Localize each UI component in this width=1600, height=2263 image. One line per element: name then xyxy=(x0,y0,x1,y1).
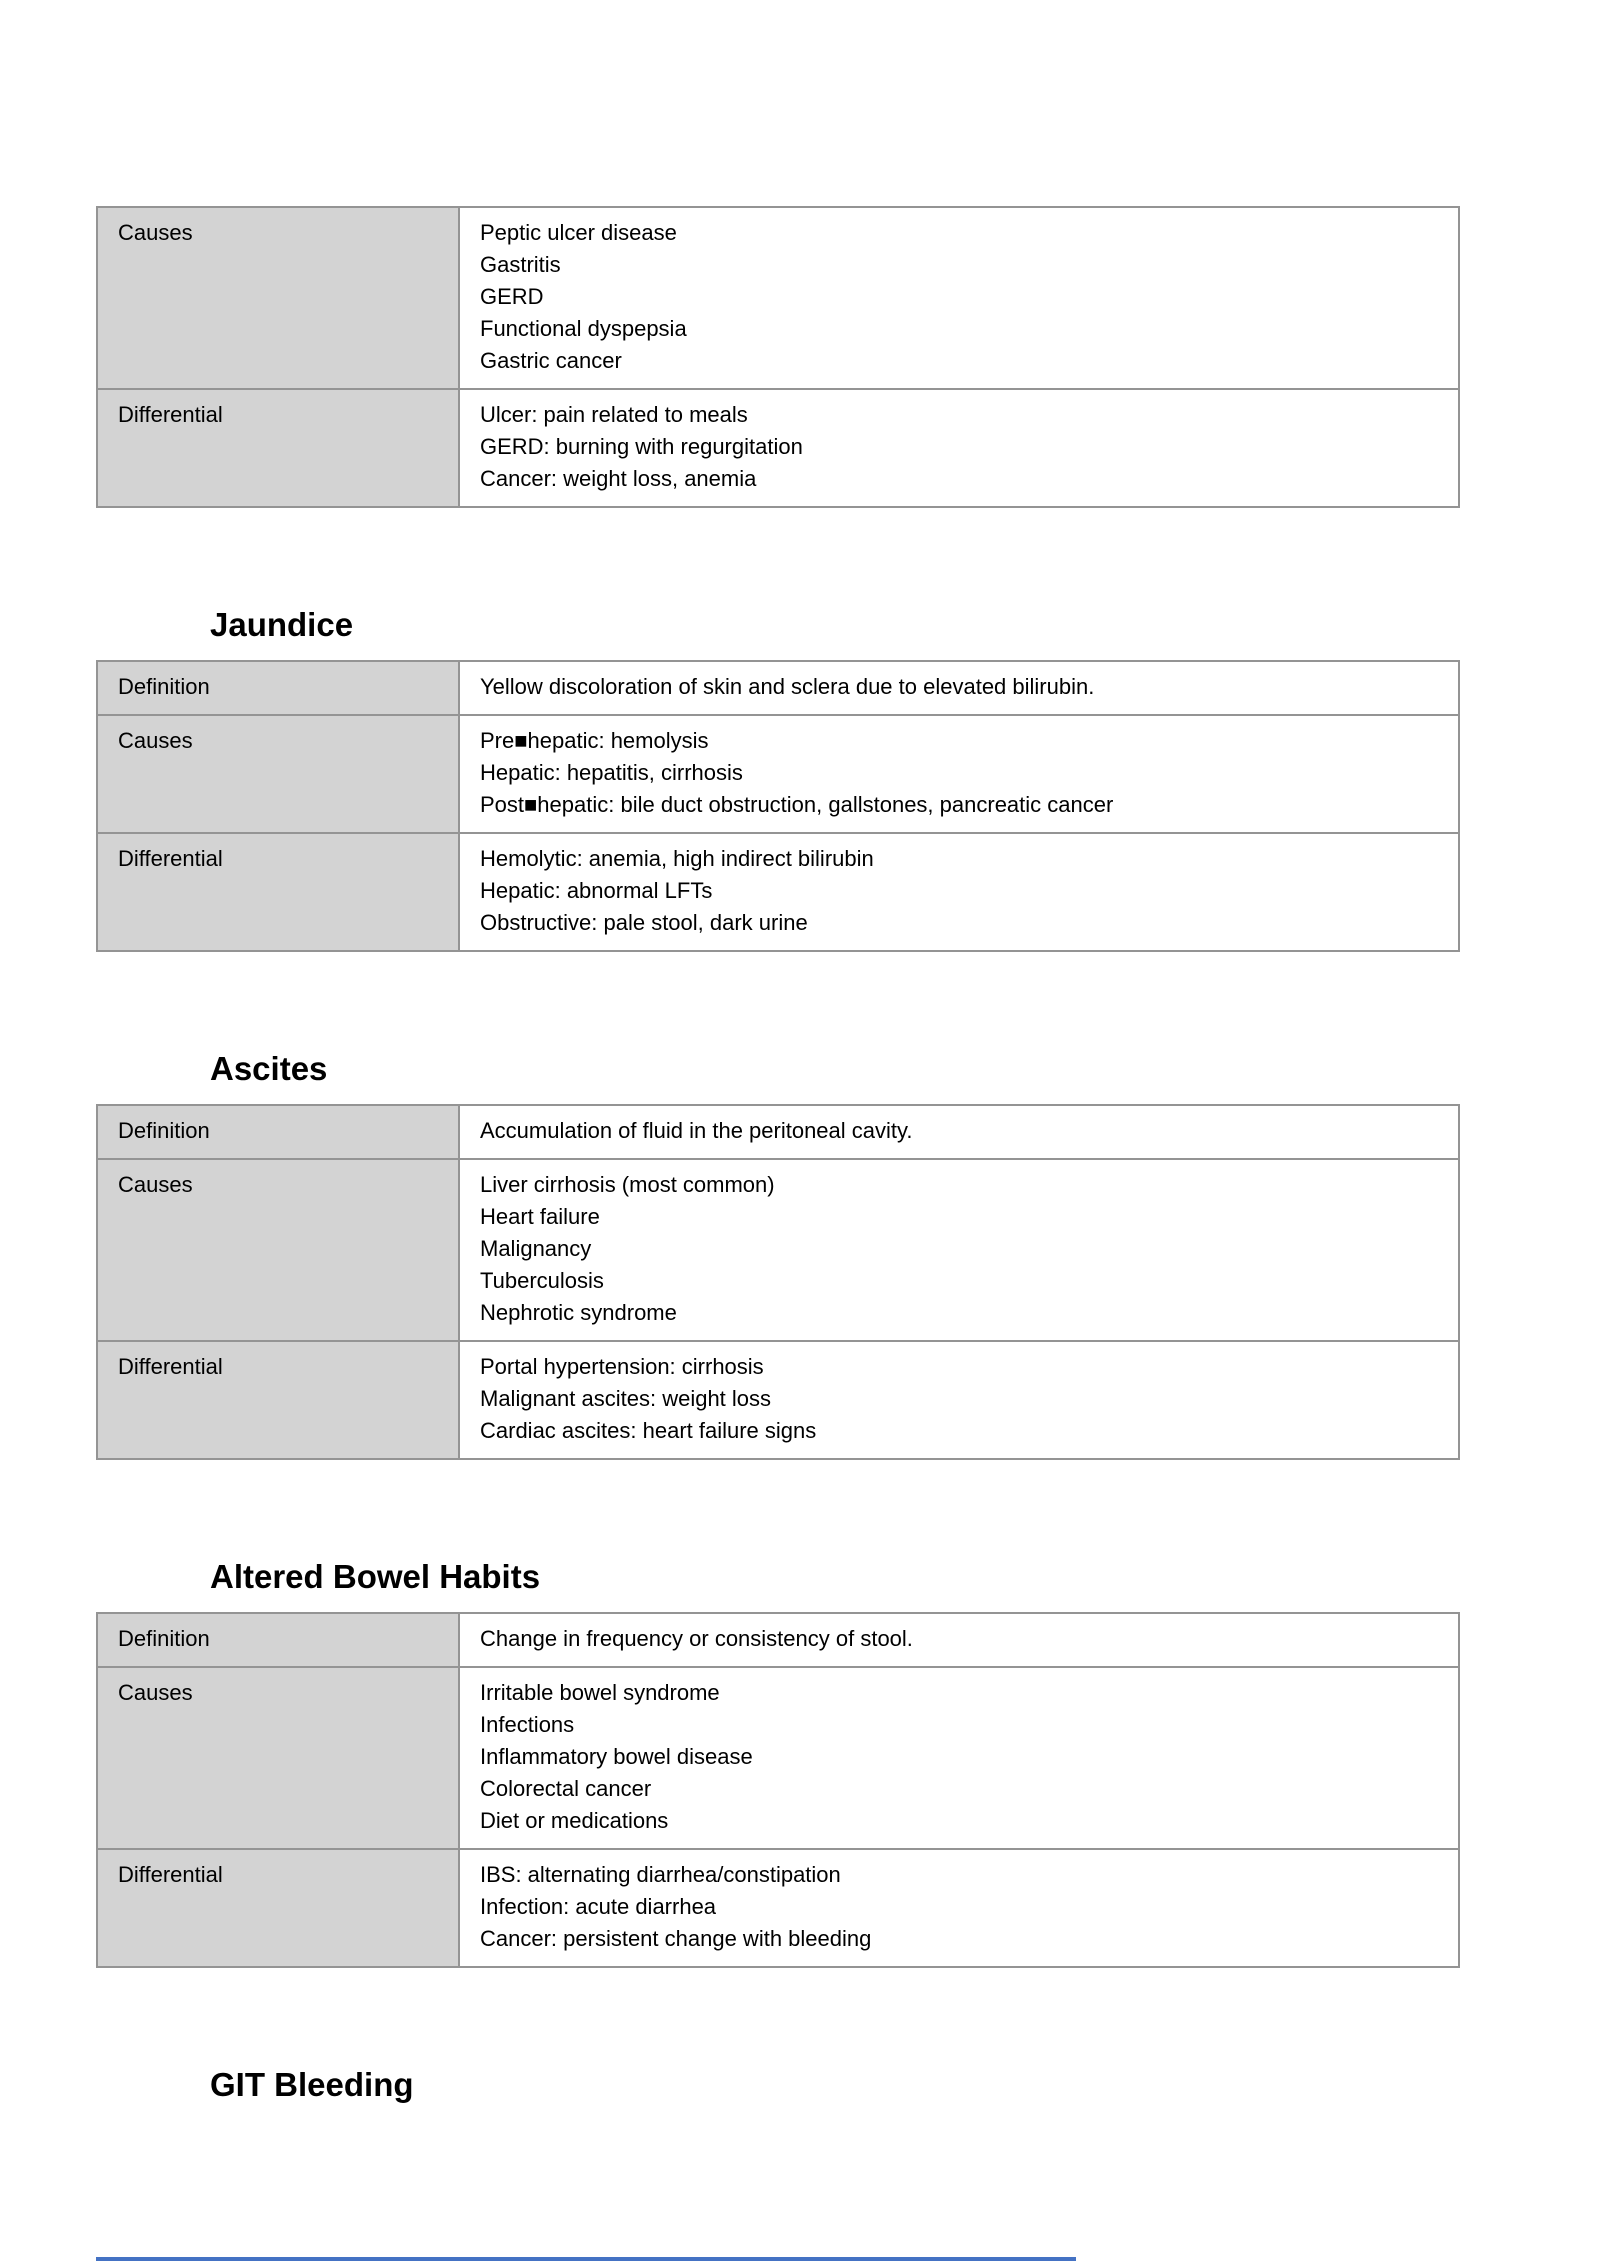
altered-bowel-habits-table xyxy=(96,1612,1460,1968)
row-label-definition: Definition xyxy=(97,1613,459,1667)
table-row xyxy=(97,207,1459,389)
top-margin xyxy=(0,0,1600,206)
row-content-causes xyxy=(459,715,1459,833)
cell-line: Malignancy xyxy=(480,1236,592,1261)
cell-line: Infection: acute diarrhea xyxy=(480,1894,717,1919)
cell-line: Cardiac ascites: heart failure signs xyxy=(480,1418,817,1443)
cell-line: Tuberculosis xyxy=(480,1268,604,1293)
cell-line: GERD xyxy=(480,284,544,309)
row-content-definition xyxy=(459,1613,1459,1667)
cell-line: Hepatic: hepatitis, cirrhosis xyxy=(480,760,743,785)
cell-line: Accumulation of fluid in the peritoneal cavity. xyxy=(480,1118,913,1143)
cell-line: Portal hypertension: cirrhosis xyxy=(480,1354,764,1379)
ascites-table xyxy=(96,1104,1460,1460)
row-label-differential: Differential xyxy=(97,1341,459,1459)
table-row xyxy=(97,1613,1459,1667)
row-label-causes: Causes xyxy=(97,1667,459,1849)
row-content-causes xyxy=(459,1159,1459,1341)
cell-line: Malignant ascites: weight loss xyxy=(480,1386,772,1411)
heading-jaundice: Jaundice xyxy=(210,606,354,643)
table-row xyxy=(97,1849,1459,1967)
cell-line: Inflammatory bowel disease xyxy=(480,1744,753,1769)
table-row xyxy=(97,389,1459,507)
table-row xyxy=(97,715,1459,833)
table-row xyxy=(97,1159,1459,1341)
cell-line: Peptic ulcer disease xyxy=(480,220,677,245)
cell-line: Cancer: persistent change with bleeding xyxy=(480,1926,872,1951)
row-label-causes: Causes xyxy=(97,715,459,833)
row-content-differential xyxy=(459,833,1459,951)
cell-line: Heart failure xyxy=(480,1204,600,1229)
heading-altered-bowel-habits: Altered Bowel Habits xyxy=(210,1558,541,1595)
cell-line: Obstructive: pale stool, dark urine xyxy=(480,910,808,935)
row-content-causes xyxy=(459,1667,1459,1849)
cell-line: Post■hepatic: bile duct obstruction, gallstones, pancreatic cancer xyxy=(480,792,1114,817)
row-label-differential: Differential xyxy=(97,1849,459,1967)
row-content-differential xyxy=(459,1849,1459,1967)
row-content-causes xyxy=(459,207,1459,389)
row-label-differential: Differential xyxy=(97,833,459,951)
cell-line: Cancer: weight loss, anemia xyxy=(480,466,757,491)
row-label-causes: Causes xyxy=(97,1159,459,1341)
cell-line: Irritable bowel syndrome xyxy=(480,1680,720,1705)
row-content-differential xyxy=(459,389,1459,507)
cell-line: Change in frequency or consistency of stool. xyxy=(480,1626,913,1651)
row-label-definition: Definition xyxy=(97,1105,459,1159)
cell-line: Functional dyspepsia xyxy=(480,316,687,341)
row-content-differential xyxy=(459,1341,1459,1459)
cell-line: Ulcer: pain related to meals xyxy=(480,402,748,427)
cell-line: Nephrotic syndrome xyxy=(480,1300,677,1325)
cell-line: Yellow discoloration of skin and sclera due to elevated bilirubin. xyxy=(480,674,1095,699)
cell-line: Liver cirrhosis (most common) xyxy=(480,1172,775,1197)
row-label-causes: Causes xyxy=(97,207,459,389)
cell-line: Hepatic: abnormal LFTs xyxy=(480,878,713,903)
row-label-differential: Differential xyxy=(97,389,459,507)
heading-ascites: Ascites xyxy=(210,1050,328,1087)
table-row xyxy=(97,1667,1459,1849)
heading-git-bleeding: GIT Bleeding xyxy=(210,2066,414,2103)
cell-line: Infections xyxy=(480,1712,575,1737)
bottom-blue-rule xyxy=(96,2257,1076,2261)
cell-line: Colorectal cancer xyxy=(480,1776,652,1801)
cell-line: Pre■hepatic: hemolysis xyxy=(480,728,709,753)
cell-line: Gastritis xyxy=(480,252,561,277)
cell-line: Diet or medications xyxy=(480,1808,669,1833)
table-row xyxy=(97,833,1459,951)
jaundice-table xyxy=(96,660,1460,952)
cell-line: Gastric cancer xyxy=(480,348,622,373)
row-content-definition xyxy=(459,661,1459,715)
cell-line: Hemolytic: anemia, high indirect bilirubin xyxy=(480,846,874,871)
row-label-definition: Definition xyxy=(97,661,459,715)
dyspepsia-table xyxy=(96,206,1460,508)
table-row xyxy=(97,1341,1459,1459)
row-content-definition xyxy=(459,1105,1459,1159)
cell-line: GERD: burning with regurgitation xyxy=(480,434,803,459)
table-row xyxy=(97,661,1459,715)
cell-line: IBS: alternating diarrhea/constipation xyxy=(480,1862,841,1887)
table-row xyxy=(97,1105,1459,1159)
